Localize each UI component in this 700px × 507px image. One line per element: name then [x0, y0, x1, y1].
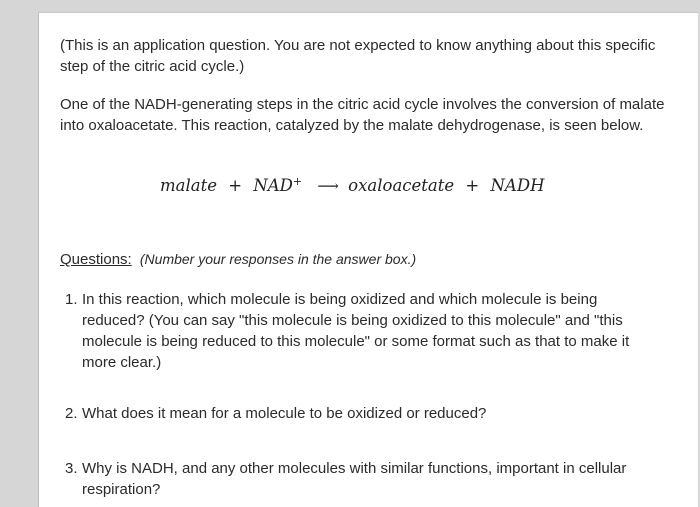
plus-sign: +: [228, 176, 243, 195]
reaction-description: One of the NADH-generating steps in the citric acid cycle involves the conversion of malate into oxaloacetate. This reaction, catalyzed by the malate dehydrogenase, is seen below.: [60, 96, 665, 134]
reaction-equation: [160, 175, 544, 195]
reaction-arrow-icon: ⟶: [317, 177, 339, 195]
intro-note: (This is an application question. You are not expected to know anything about this specific step of the citric acid cycle.): [60, 37, 656, 75]
questions-label: Questions:: [60, 251, 132, 268]
question-number: 1.: [65, 291, 78, 308]
question-text: Why is NADH, and any other molecules with similar functions, important in cellular respiration?: [82, 460, 627, 498]
questions-note: (Number your responses in the answer box.): [139, 251, 417, 267]
question-number: 2.: [65, 405, 78, 422]
reactant-nad: NAD: [253, 176, 293, 195]
question-number: 3.: [65, 460, 78, 477]
nad-charge: +: [292, 175, 303, 188]
question-item: [65, 289, 655, 373]
reactant-malate: malate: [160, 176, 217, 195]
question-text: What does it mean for a molecule to be oxidized or reduced?: [82, 405, 487, 422]
question-document: [38, 12, 698, 507]
plus-sign: +: [465, 176, 480, 195]
question-text: In this reaction, which molecule is being oxidized and which molecule is being reduced? (You can say "this molecule is being oxidized to this molecule" and "this molecule is being reduced to this molecule" or some format such as that to make it more clear.): [82, 291, 630, 371]
question-item: [65, 403, 655, 424]
question-item: [65, 458, 655, 500]
product-nadh: NADH: [490, 176, 545, 195]
questions-heading: [60, 249, 416, 270]
product-oxaloacetate: oxaloacetate: [348, 176, 455, 195]
